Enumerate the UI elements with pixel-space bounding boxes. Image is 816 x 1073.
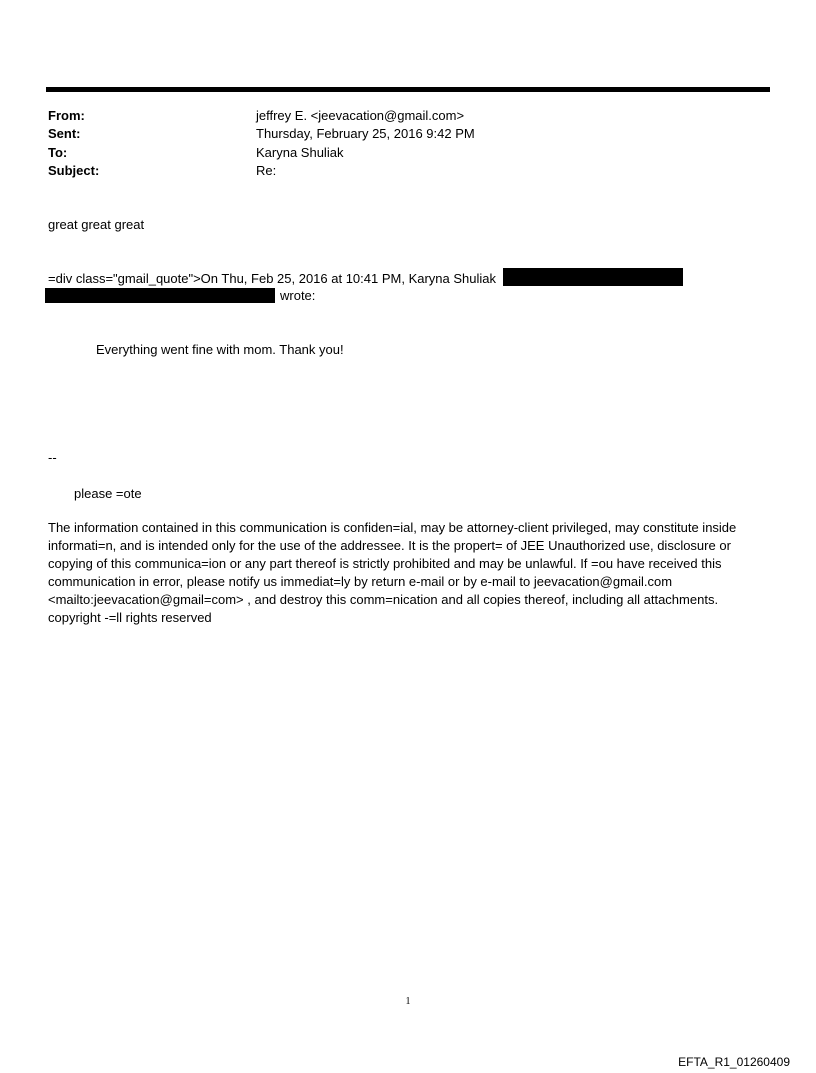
to-label: To: (48, 145, 68, 160)
page-number: 1 (405, 996, 411, 1007)
sent-label: Sent: (48, 126, 81, 141)
quote-intro-line2: wrote: (280, 288, 316, 303)
document-id: EFTA_R1_01260409 (678, 1055, 790, 1069)
quoted-message: Everything went fine with mom. Thank you! (96, 342, 344, 357)
subject-value: Re: (256, 163, 277, 178)
quote-intro-line1: =div class="gmail_quote">On Thu, Feb 25, 2016 at 10:41 PM, Karyna Shuliak (48, 271, 497, 286)
redaction-bar (45, 288, 275, 303)
subject-label: Subject: (48, 163, 100, 178)
redaction-bar (503, 268, 683, 286)
from-label: From: (48, 108, 85, 123)
confidentiality-disclaimer: The information contained in this communication is confiden=ial, may be attorney-client privileged, may constitute inside informati=n, and is intended only for the use of the addressee. It is the propert= of JEE Unauthorized use, disclosure or copying of this communica=ion or any part thereof is strictly prohibited and may be unlawful. If =ou have received this communication in error, please notify us immediat=ly by return e-mail or by e-mail to jeevacation@gmail.com <mailto:jeevacation@gmail=com> , and destroy this comm=nication and all copies thereof, including all attachments. copyright -=ll rights reserved (48, 520, 737, 625)
sent-value: Thursday, February 25, 2016 9:42 PM (256, 126, 475, 141)
to-value: Karyna Shuliak (256, 145, 344, 160)
signature-note: please =ote (74, 486, 142, 501)
header-divider (46, 87, 770, 92)
reply-text: great great great (48, 217, 145, 232)
signature-separator: -- (48, 450, 57, 465)
from-value: jeffrey E. <jeevacation@gmail.com> (256, 108, 465, 123)
